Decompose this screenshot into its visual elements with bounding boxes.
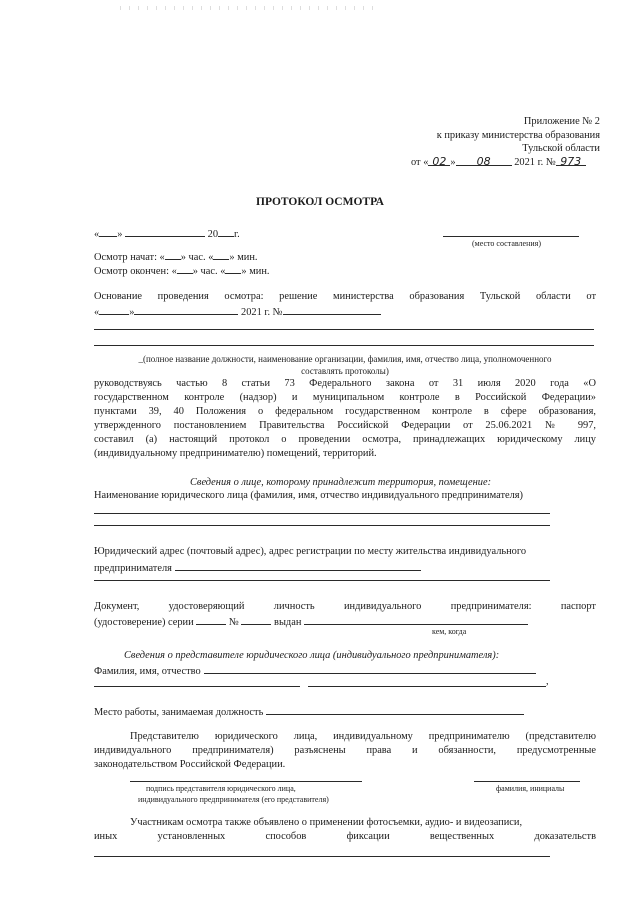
month-blank <box>125 226 205 237</box>
start-hour-blank <box>165 249 181 260</box>
blank-line <box>94 513 550 514</box>
document-line-2 <box>94 614 528 628</box>
basis-month-blank <box>134 304 238 315</box>
guided-line: пунктами 39, 40 Положения о федеральном государственном контроле в сфере образования, <box>94 406 596 417</box>
signature-line <box>130 781 362 782</box>
owner-name-label: Наименование юридического лица (фамилия, имя, отчество индивидуального предпринимателя) <box>94 490 524 501</box>
end-hour-blank <box>177 263 193 274</box>
protocol-date-line <box>94 226 240 240</box>
year-prefix: 20 <box>207 229 219 240</box>
series-label: (удостоверение) серии <box>94 617 194 628</box>
owner-heading: Сведения о лице, которому принадлежит территория, помещение: <box>190 477 492 488</box>
official-caption-line-1: _(полное название должности, наименование организации, фамилия, имя, отчество лица, уполномоченного <box>138 354 552 364</box>
official-caption-line-2: составлять протоколы) <box>301 366 389 376</box>
signature-caption-line-1: подпись представителя юридического лица, <box>146 784 296 793</box>
rights-line: законодательством Российской Федерации. <box>94 759 286 770</box>
blank-line <box>94 580 550 581</box>
address-line-2 <box>94 560 421 574</box>
appendix-month: 08 <box>456 155 512 166</box>
issued-blank <box>304 614 528 625</box>
address-line-1: Юридический адрес (почтовый адрес), адрес регистрации по месту жительства индивидуального <box>94 546 527 557</box>
workplace-blank <box>266 704 524 715</box>
blank-line <box>94 329 594 330</box>
guided-line: государственном контроле (надзор) и муниципальном контроле в Российской Федерации» <box>94 392 596 403</box>
start-minute-blank <box>213 249 229 260</box>
blank-line <box>94 345 594 346</box>
signature-caption-line-2: индивидуального предпринимателя (его представителя) <box>138 795 329 804</box>
basis-line-2 <box>94 304 381 318</box>
address-label: предпринимателя <box>94 563 172 574</box>
participants-line-1: Участникам осмотра также объявлено о применении фотосъемки, аудио- и видеозаписи, <box>130 817 523 828</box>
date-close-quote: » <box>450 157 456 168</box>
appendix-line-2: к приказу министерства образования <box>436 130 600 141</box>
issued-label: выдан <box>274 617 302 628</box>
basis-line-1: Основание проведения осмотра: решение министерства образования Тульской области от <box>94 291 596 302</box>
document-caption: кем, когда <box>432 627 467 636</box>
address-blank <box>175 560 421 571</box>
rep-name-label: Фамилия, имя, отчество <box>94 666 201 677</box>
start-minute-label: » мин. <box>229 252 258 263</box>
blank-line <box>94 856 550 857</box>
date-open: « <box>94 229 100 240</box>
start-hour-label: » час. « <box>180 252 214 263</box>
guided-line: составил (а) настоящий протокол о проведении осмотра, принадлежащих юридическому лицу <box>94 434 596 445</box>
participants-line-2 <box>94 831 596 842</box>
page-title: ПРОТОКОЛ ОСМОТРА <box>256 196 384 208</box>
blank-line <box>94 525 550 526</box>
end-label: Осмотр окончен: « <box>94 266 177 277</box>
document-word: личность <box>273 601 315 612</box>
document-word: индивидуального <box>344 601 422 612</box>
place-line <box>443 236 579 237</box>
participants-word: способов <box>265 831 307 842</box>
scan-artifact <box>120 6 380 10</box>
year-blank <box>218 226 234 237</box>
participants-word: фиксации <box>346 831 390 842</box>
guided-line: (индивидуальному предпринимателю) помещений, территорий. <box>94 448 377 459</box>
blank-line <box>308 686 546 687</box>
guided-line: утвержденного постановлением Правительства Российской Федерации от 25.06.2021 № 997, <box>94 420 596 431</box>
rights-line: индивидуального предпринимателя) разъяснены права и обязанности, предусмотренные <box>94 745 596 756</box>
year-suffix: г. <box>234 229 240 240</box>
number-blank <box>241 614 271 625</box>
date-open-quote: от « <box>411 157 429 168</box>
rep-name-comma: , <box>546 676 549 687</box>
document-line-1 <box>94 601 596 612</box>
start-label: Осмотр начат: « <box>94 252 165 263</box>
end-minute-label: » мин. <box>241 266 270 277</box>
series-blank <box>196 614 226 625</box>
end-minute-blank <box>225 263 241 274</box>
participants-word: установленных <box>157 831 226 842</box>
guided-line: руководствуясь частью 8 статьи 73 Федерального закона от 31 июля 2020 года «О <box>94 378 596 389</box>
basis-date-open: « <box>94 307 100 318</box>
initials-line <box>474 781 580 782</box>
blank-line <box>94 686 300 687</box>
document-word: предпринимателя: <box>450 601 532 612</box>
appendix-line-1: Приложение № 2 <box>523 116 600 127</box>
basis-year-label: 2021 г. № <box>241 307 283 318</box>
basis-number-blank <box>283 304 381 315</box>
basis-date-close: » <box>129 307 135 318</box>
number-label: № <box>228 617 239 628</box>
end-hour-label: » час. « <box>192 266 226 277</box>
workplace-label: Место работы, занимаемая должность <box>94 707 264 718</box>
appendix-number: 973 <box>556 155 586 166</box>
rep-name-blank <box>204 663 536 674</box>
inspection-start <box>94 249 258 263</box>
document-word: паспорт <box>560 601 596 612</box>
appendix-line-3: Тульской области <box>522 143 600 154</box>
appendix-date-line <box>411 155 586 168</box>
participants-word: доказательств <box>534 831 596 842</box>
document-word: Документ, <box>94 601 140 612</box>
document-word: удостоверяющий <box>168 601 245 612</box>
participants-word: иных <box>94 831 118 842</box>
rights-line: Представителю юридического лица, индивидуальному предпринимателю (представителю <box>130 731 596 742</box>
workplace-line <box>94 704 524 718</box>
appendix-day: 02 <box>428 155 450 166</box>
participants-word: вещественных <box>429 831 495 842</box>
rep-name-line <box>94 663 536 677</box>
appendix-year-text: 2021 г. № <box>514 157 556 168</box>
rep-heading: Сведения о представителе юридического лица (индивидуального предпринимателя): <box>124 650 500 661</box>
initials-caption: фамилия, инициалы <box>496 784 565 793</box>
place-caption: (место составления) <box>472 239 541 248</box>
basis-day-blank <box>99 304 129 315</box>
inspection-end <box>94 263 270 277</box>
date-close: » <box>117 229 123 240</box>
day-blank <box>99 226 117 237</box>
